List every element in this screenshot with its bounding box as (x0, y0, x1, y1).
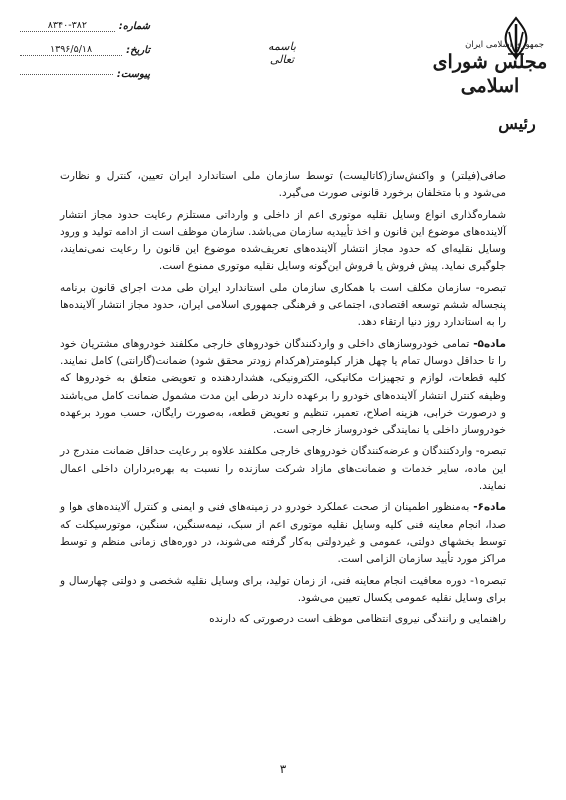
paragraph: تبصره- سازمان مکلف است با همکاری سازمان ملی استاندارد ایران طی مدت اجرای قانون برنامه پنجساله ششم توسعه اقتصادی، اجتماعی و فرهنگی جمهوری اسلامی ایران، حدود مجاز انتشار آلاینده‌ها را به استاندارد روز دنیا ارتقاء دهد. (60, 281, 506, 329)
paragraph: صافی(فیلتر) و واکنش‌ساز(کاتالیست) توسط سازمان ملی استاندارد ایران تعیین، کنترل و نظارت می‌شود و با متخلفان برخورد قانونی صورت می‌گیرد. (60, 170, 506, 200)
institution-country: جمهوری اسلامی ایران (465, 40, 544, 50)
number-row (20, 14, 150, 38)
article-6: ماده۶- به‌منظور اطمینان از صحت عملکرد خودرو در زمینه‌های فنی و ایمنی و کنترل آلاینده‌های هوا و صدا، انجام معاینه فنی کلیه وسایل نقلیه موتوری اعم از سبک، نیمه‌سنگین، سنگین، موتورسیکلت که توسط بخشهای دولتی، عمومی و غیردولتی به‌کار گرفته می‌شوند، در دوره‌های زمانی منظم و توسط مراکز مورد تأیید سازمان الزامی است. (60, 501, 506, 566)
attachment-value (20, 74, 113, 75)
number-label: شماره: (118, 20, 150, 32)
article-heading: ماده۵- (473, 337, 506, 350)
date-label: تاریخ: (126, 44, 150, 56)
attachment-row (20, 62, 150, 86)
letter-body (60, 168, 506, 632)
letter-meta (20, 14, 150, 86)
date-row (20, 38, 150, 62)
article-5: ماده۵- تمامی خودروسازهای داخلی و واردکنندگان خودروهای خارجی مکلفند خودروهای مشتریان خود را تا حداقل دوسال تمام یا چهل هزار کیلومتر(هرکدام زودتر محقق شود) ضمانت(گارانتی) کامل نمایند. کلیه قطعات، لوازم و تجهیزات مکانیکی، الکترونیکی، هشداردهنده و تعویضی متعلق به خودروها که وظیفه کنترل انتشار آلاینده‌های خودرو را برعهده دارند درطی این مدت مشمول ضمانت کامل می‌باشند و درصورت خرابی، هزینه اصلاح، تعمیر، تنظیم و تعویض قطعه، به‌صورت رایگان، حسب مورد برعهده خودروساز داخلی یا نمایندگی خودروساز خارجی است. (60, 337, 506, 437)
institution-role: رئیس (498, 114, 536, 133)
number-value: ۸۳۴۰-۳۸۲ (20, 20, 115, 32)
motto: باسمه تعالی (268, 40, 296, 66)
institution-name: مجلس شورای اسلامی (432, 51, 548, 97)
attachment-label: پیوست: (116, 68, 150, 80)
date-value: ۱۳۹۶/۵/۱۸ (20, 44, 122, 56)
paragraph: تبصره۱- دوره معافیت انجام معاینه فنی، از زمان تولید، برای وسایل نقلیه شخصی و دولتی چهارسال و برای وسایل نقلیه عمومی یکسال تعیین می‌شود. (60, 574, 506, 604)
paragraph: تبصره- واردکنندگان و عرضه‌کنندگان خودروهای خارجی مکلفند علاوه بر رعایت حداقل ضمانت مندرج در این ماده، سایر خدمات و ضمانت‌های مازاد شرکت سازنده را نسبت به بهره‌برداران داخلی اعمال نمایند. (60, 445, 506, 493)
paragraph: شماره‌گذاری انواع وسایل نقلیه موتوری اعم از داخلی و وارداتی مستلزم رعایت حدود مجاز انتشار آلاینده‌های موضوع این قانون و اخذ تأییدیه سازمان می‌باشد. سازمان موظف است از ادامه تولید و ورود وسایل نقلیه‌ای که حدود مجاز انتشار آلاینده‌های تعریف‌شده موضوع این قانون را رعایت نمی‌نمایند، جلوگیری نماید. پیش فروش یا فروش این‌گونه وسایل نقلیه موتوری ممنوع است. (60, 208, 506, 273)
article-heading: ماده۶- (473, 501, 506, 514)
page-number: ۳ (279, 762, 287, 776)
paragraph: راهنمایی و رانندگی نیروی انتظامی موظف است درصورتی که دارنده (209, 613, 506, 626)
institution-heading (430, 40, 550, 98)
